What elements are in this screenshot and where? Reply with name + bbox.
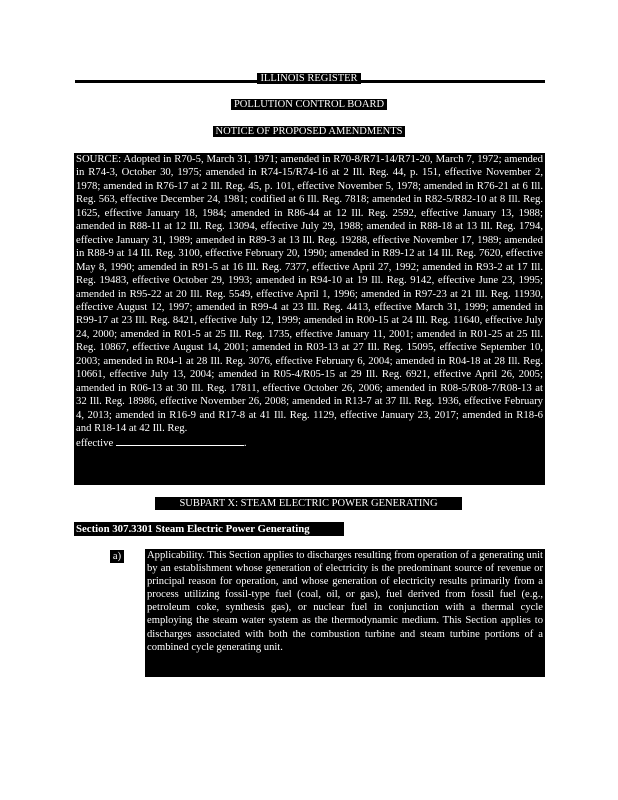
applicability-paragraph: Applicability. This Section applies to discharges resulting from operation of a generating unit by an establishment whose generation of electricity is the predominant source of revenue or principal reason for operation, and whose generation of electricity results primarily from a process utilizing fossil-type fuel (coal, oil, or gas), fuel derived from fossil fuel (e.g., petroleum coke, synthesis gas), or nuclear fuel in conjunction with a thermal cycle employing the steam water system as the thermodynamic medium. This Section applies to discharges associated with both the combustion turbine and steam turbine portions of a combined cycle generating unit. [145, 549, 545, 677]
source-note: SOURCE: Adopted in R70-5, March 31, 1971; amended in R70-8/R71-14/R71-20, March 7, 1972; amended in R74-3, October 30, 1975; amended in R74-15/R74-16 at 2 Ill. Reg. 44, p. 151, effective November 2, 1978; amended in R76-17 at 2 Ill. Reg. 45, p. 101, effective November 5, 1978; amended in R76-21 at 6 Ill. Reg. 563, effective December 24, 1981; codified at 6 Ill. Reg. 7818; amended in R82-5/R82-10 at 8 Ill. Reg. 1625, effective January 18, 1984; amended in R86-44 at 12 Ill. Reg. 2592, effective January 13, 1988; amended in R88-11 at 12 Ill. Reg. 13094, effective July 29, 1988; amended in R88-18 at 13 Ill. Reg. 1794, effective January 31, 1989; amended in R89-3 at 13 Ill. Reg. 19288, effective November 17, 1989; amended in R88-9 at 14 Ill. Reg. 3100, effective February 20, 1990; amended in R89-12 at 14 Ill. Reg. 7620, effective May 8, 1990; amended in R91-5 at 16 Ill. Reg. 7377, effective April 27, 1992; amended in R93-2 at 17 Ill. Reg. 19483, effective October 29, 1993; amended in R94-10 at 19 Ill. Reg. 9142, effective June 23, 1995; amended in R95-22 at 20 Ill. Reg. 5549, effective April 1, 1996; amended in R97-23 at 21 Ill. Reg. 11930, effective August 12, 1997; amended in R99-4 at 23 Ill. Reg. 4413, effective March 31, 1999; amended in R99-17 at 23 Ill. Reg. 8421, effective July 12, 1999; amended in R00-15 at 24 Ill. Reg. 11640, effective July 24, 2000; amended in R01-5 at 25 Ill. Reg. 1735, effective January 11, 2001; amended in R01-25 at 25 Ill. Reg. 10867, effective August 14, 2001; amended in R03-13 at 27 Ill. Reg. 15095, effective September 10, 2003; amended in R04-1 at 28 Ill. Reg. 3076, effective February 6, 2004; amended in R04-18 at 28 Ill. Reg. 10661, effective July 13, 2004; amended in R05-4/R05-15 at 29 Ill. Reg. 6921, effective April 26, 2005; amended in R06-13 at 30 Ill. Reg. 17811, effective October 26, 2006; amended in R08-5/R08-7/R08-13 at 32 Ill. Reg. 18986, effective November 26, 2008; amended in R13-7 at 37 Ill. Reg. 1936, effective February 4, 2013; amended in R16-9 and R17-8 at 41 Ill. Reg. 1129, effective January 23, 2017; amended in R18-6 and R18-14 at 42 Ill. Reg. effective . [74, 153, 545, 485]
source-effective-label: effective [76, 436, 114, 449]
effective-date-blank [116, 436, 244, 446]
board-title-text: POLLUTION CONTROL BOARD [231, 99, 387, 110]
register-title [0, 73, 618, 85]
source-note-text: SOURCE: Adopted in R70-5, March 31, 1971; amended in R70-8/R71-14/R71-20, March 7, 1972; amended in R74-3, October 30, 1975; amended in R74-15/R74-16 at 2 Ill. Reg. 44, p. 151, effective November 2, 1978; amended in R76-17 at 2 Ill. Reg. 45, p. 101, effective November 5, 1978; amended in R76-21 at 6 Ill. Reg. 563, effective December 24, 1981; codified at 6 Ill. Reg. 7818; amended in R82-5/R82-10 at 8 Ill. Reg. 1625, effective January 18, 1984; amended in R86-44 at 12 Ill. Reg. 2592, effective January 13, 1988; amended in R88-11 at 12 Ill. Reg. 13094, effective July 29, 1988; amended in R88-18 at 13 Ill. Reg. 1794, effective January 31, 1989; amended in R89-3 at 13 Ill. Reg. 19288, effective November 17, 1989; amended in R88-9 at 14 Ill. Reg. 3100, effective February 20, 1990; amended in R89-12 at 14 Ill. Reg. 7620, effective May 8, 1990; amended in R91-5 at 16 Ill. Reg. 7377, effective April 27, 1992; amended in R93-2 at 17 Ill. Reg. 19483, effective October 29, 1993; amended in R94-10 at 19 Ill. Reg. 9142, effective June 23, 1995; amended in R95-22 at 20 Ill. Reg. 5549, effective April 1, 1996; amended in R97-23 at 21 Ill. Reg. 11930, effective August 12, 1997; amended in R99-4 at 23 Ill. Reg. 4413, effective March 31, 1999; amended in R99-17 at 23 Ill. Reg. 8421, effective July 12, 1999; amended in R00-15 at 24 Ill. Reg. 11640, effective July 24, 2000; amended in R01-5 at 25 Ill. Reg. 1735, effective January 11, 2001; amended in R01-25 at 25 Ill. Reg. 10867, effective August 14, 2001; amended in R03-13 at 27 Ill. Reg. 15095, effective September 10, 2003; amended in R04-1 at 28 Ill. Reg. 3076, effective February 6, 2004; amended in R04-18 at 28 Ill. Reg. 10661, effective July 13, 2004; amended in R05-4/R05-15 at 29 Ill. Reg. 6921, effective April 26, 2005; amended in R06-13 at 30 Ill. Reg. 17811, effective October 26, 2006; amended in R08-5/R08-7/R08-13 at 32 Ill. Reg. 18986, effective November 26, 2008; amended in R13-7 at 37 Ill. Reg. 1936, effective February 4, 2013; amended in R16-9 and R17-8 at 41 Ill. Reg. 1129, effective January 23, 2017; amended in R18-6 and R18-14 at 42 Ill. Reg. [76, 153, 543, 435]
item-marker: a) [110, 550, 124, 563]
section-heading: Section 307.3301 Steam Electric Power Generating [74, 522, 344, 536]
register-title-text: ILLINOIS REGISTER [257, 73, 360, 84]
notice-title [0, 126, 618, 138]
notice-title-text: NOTICE OF PROPOSED AMENDMENTS [213, 126, 406, 137]
board-title [0, 99, 618, 111]
subpart-heading: SUBPART X: STEAM ELECTRIC POWER GENERATING [155, 497, 462, 510]
